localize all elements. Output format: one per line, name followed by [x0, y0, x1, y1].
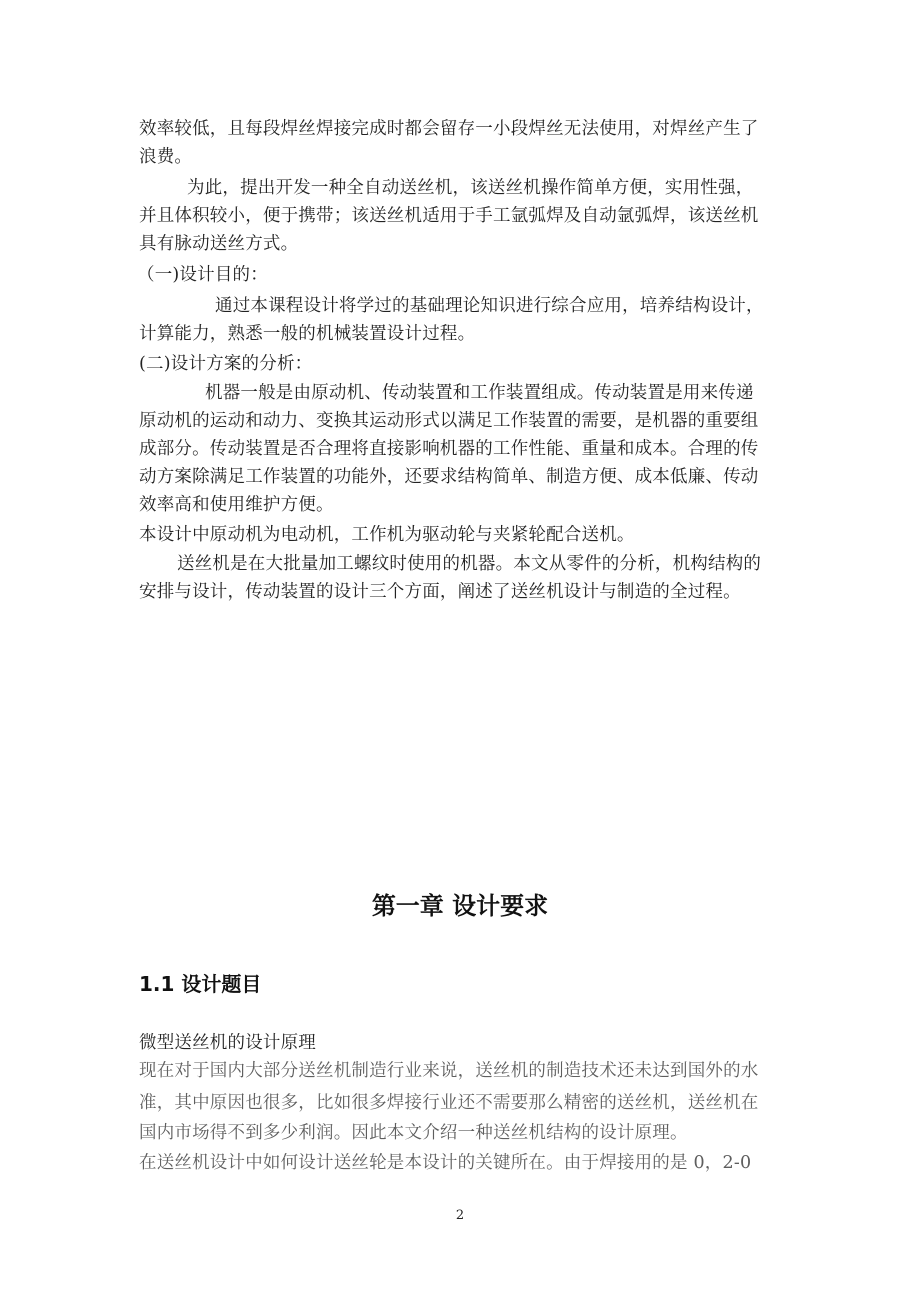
page-number: 2	[455, 1208, 465, 1223]
intro-line-2: 浪费。	[139, 147, 193, 167]
analysis-line-6: 本设计中原动机为电动机，工作机为驱动轮与夹紧轮配合送机。	[139, 525, 635, 545]
analysis-line-3: 成部分。传动装置是否合理将直接影响机器的工作性能、重量和成本。合理的传	[139, 439, 759, 459]
purpose-line-1: 通过本课程设计将学过的基础理论知识进行综合应用，培养结构设计，	[215, 296, 764, 316]
body-line-2: 准，其中原因也很多，比如很多焊接行业还不需要那么精密的送丝机，送丝机在	[139, 1093, 759, 1113]
intro-line-3: 为此，提出开发一种全自动送丝机，该送丝机操作简单方便，实用性强，	[187, 178, 754, 198]
intro-line-1: 效率较低，且每段焊丝焊接完成时都会留存一小段焊丝无法使用，对焊丝产生了	[139, 119, 759, 139]
body-line-4: 在送丝机设计中如何设计送丝轮是本设计的关键所在。由于焊接用的是 0，2-0	[139, 1153, 752, 1173]
analysis-line-5: 效率高和使用维护方便。	[139, 495, 334, 515]
section-subtitle: 微型送丝机的设计原理	[139, 1033, 316, 1053]
analysis-line-1: 机器一般是由原动机、传动装置和工作装置组成。传动装置是用来传递	[205, 383, 754, 403]
analysis-line-7: 送丝机是在大批量加工螺纹时使用的机器。本文从零件的分析，机构结构的	[177, 554, 762, 574]
analysis-line-4: 动方案除满足工作装置的功能外，还要求结构简单、制造方便、成本低廉、传动	[139, 467, 759, 487]
body-line-3: 国内市场得不到多少利润。因此本文介绍一种送丝机结构的设计原理。	[139, 1123, 688, 1143]
analysis-line-8: 安排与设计，传动装置的设计三个方面，阐述了送丝机设计与制造的全过程。	[139, 582, 741, 602]
purpose-line-2: 计算能力，熟悉一般的机械装置设计过程。	[139, 324, 476, 344]
purpose-title: （一)设计目的：	[137, 265, 268, 285]
section-title: 1.1 设计题目	[139, 972, 262, 996]
intro-line-4: 并且体积较小，便于携带；该送丝机适用于手工氩弧焊及自动氩弧焊，该送丝机	[139, 206, 759, 226]
body-line-1: 现在对于国内大部分送丝机制造行业来说，送丝机的制造技术还未达到国外的水	[139, 1061, 759, 1081]
chapter-title: 第一章 设计要求	[371, 892, 549, 920]
intro-line-5: 具有脉动送丝方式。	[139, 234, 299, 254]
analysis-line-2: 原动机的运动和动力、变换其运动形式以满足工作装置的需要，是机器的重要组	[139, 411, 759, 431]
analysis-title: (二)设计方案的分析：	[139, 354, 313, 374]
